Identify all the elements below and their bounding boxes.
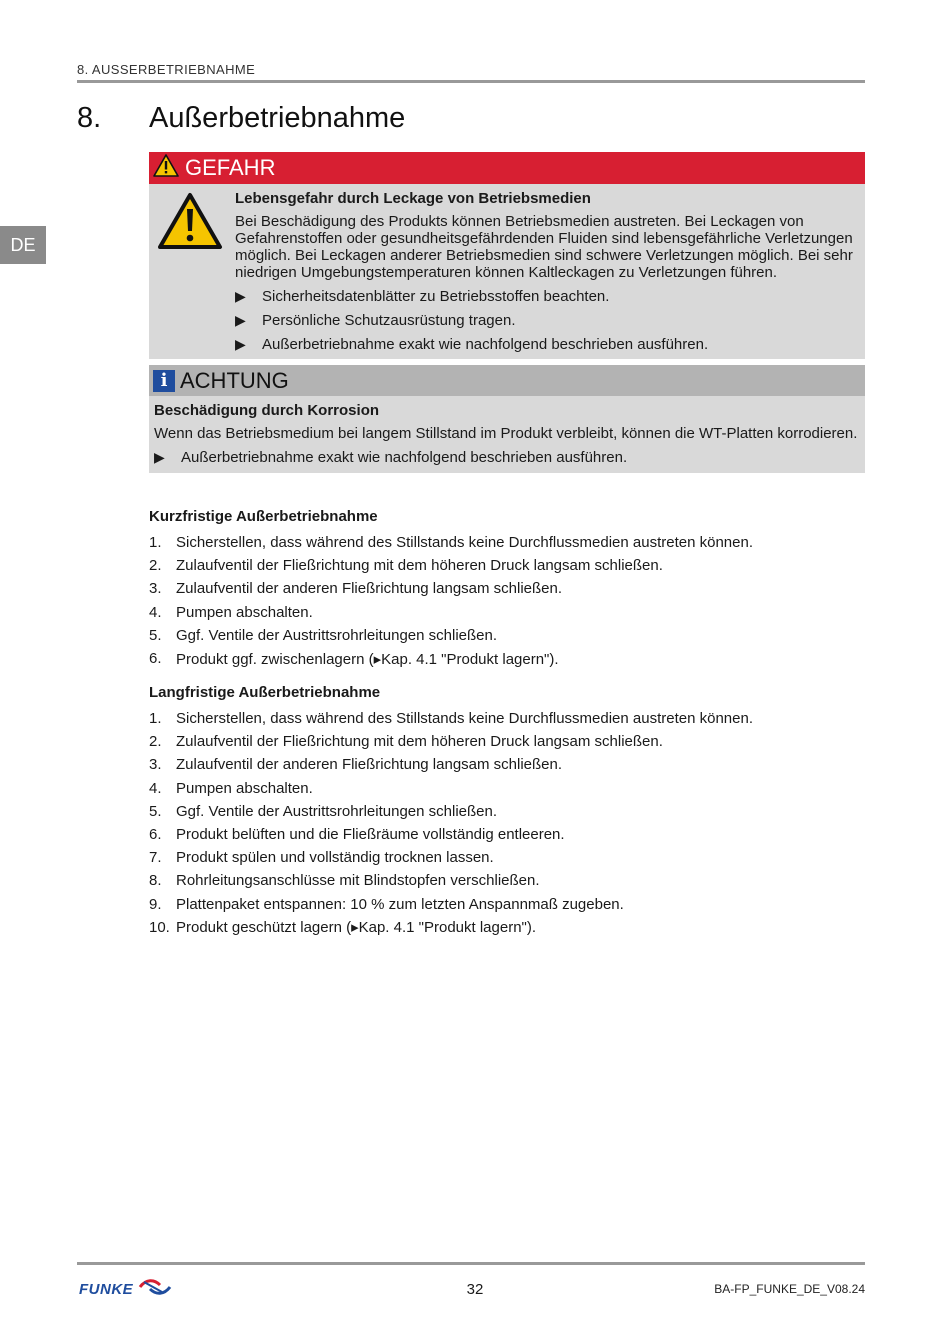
list-item	[149, 846, 865, 869]
step-number: 2.	[149, 733, 162, 751]
logo-text: FUNKE	[79, 1281, 134, 1298]
step-text: Plattenpaket entspannen: 10 % zum letzten Anspannmaß zugeben.	[176, 895, 624, 913]
step-text: Ggf. Ventile der Austrittsrohrleitungen schließen.	[176, 626, 498, 644]
step-number: 10.	[149, 918, 170, 936]
step-number: 1.	[149, 710, 162, 728]
language-tab: DE	[0, 226, 46, 264]
step-text: Produkt spülen und vollständig trocknen lassen.	[176, 849, 494, 867]
step-text: Pumpen abschalten.	[176, 603, 313, 621]
step-text: Produkt ggf. zwischenlagern (▸Kap. 4.1 "Produkt lagern").	[176, 650, 559, 668]
notice-body	[149, 396, 865, 473]
warning-triangle-icon	[153, 154, 179, 182]
step-number: 5.	[149, 626, 162, 644]
bullet-triangle-icon: ▶	[235, 288, 246, 304]
danger-warning-box	[149, 152, 865, 359]
step-text: Zulaufventil der anderen Fließrichtung langsam schließen.	[176, 580, 563, 598]
long-term-procedure	[149, 684, 865, 939]
danger-header	[149, 152, 865, 184]
long-term-steps	[149, 707, 865, 939]
bullet-triangle-icon: ▶	[154, 449, 165, 465]
notice-subtitle: Beschädigung durch Korrosion	[154, 402, 380, 419]
warning-triangle-large-icon	[157, 192, 223, 254]
danger-text: Bei Beschädigung des Produkts können Betriebsmedien austreten. Bei Leckagen von Gefahrenstoffen oder gesundheitsgefährdenden Fluiden sind lebensgefährliche Verletzungen möglich. Bei Leckagen anderer Betriebsmedien sind schwere Verletzungen möglich. Bei sehr niedrigen Umgebungstemperaturen können Kaltleckagen zu Verletzungen führen.	[235, 213, 853, 281]
step-number: 8.	[149, 872, 162, 890]
bullet-triangle-icon: ▶	[235, 312, 246, 328]
step-text: Sicherstellen, dass während des Stillstands keine Durchflussmedien austreten können.	[176, 710, 753, 728]
short-term-procedure	[149, 508, 865, 670]
step-number: 2.	[149, 557, 162, 575]
step-text: Sicherstellen, dass während des Stillstands keine Durchflussmedien austreten können.	[176, 534, 753, 552]
step-text: Pumpen abschalten.	[176, 779, 313, 797]
list-item	[149, 624, 865, 647]
step-number: 6.	[149, 650, 162, 668]
step-text: Rohrleitungsanschlüsse mit Blindstopfen verschließen.	[176, 872, 540, 890]
danger-label: GEFAHR	[185, 155, 276, 180]
list-item	[149, 777, 865, 800]
danger-step	[235, 312, 857, 329]
step-number: 7.	[149, 849, 162, 867]
list-item	[149, 753, 865, 776]
short-term-steps	[149, 531, 865, 670]
danger-step	[235, 288, 857, 305]
danger-step-text: Sicherheitsdatenblätter zu Betriebsstoffen beachten.	[262, 288, 610, 305]
step-number: 1.	[149, 534, 162, 552]
short-term-heading: Kurzfristige Außerbetriebnahme	[149, 508, 378, 525]
step-number: 6.	[149, 826, 162, 844]
bullet-triangle-icon: ▶	[235, 336, 246, 352]
document-id: BA-FP_FUNKE_DE_V08.24	[714, 1282, 865, 1296]
danger-step-text: Persönliche Schutzausrüstung tragen.	[262, 312, 516, 329]
running-header: 8. AUSSERBETRIEBNAHME	[77, 62, 256, 77]
chapter-number: 8.	[77, 102, 102, 134]
step-text: Produkt belüften und die Fließräume vollständig entleeren.	[176, 826, 565, 844]
step-number: 5.	[149, 802, 162, 820]
danger-step	[235, 336, 857, 353]
notice-steps	[154, 449, 860, 466]
footer-rule	[77, 1262, 865, 1265]
chapter-title	[77, 102, 405, 135]
list-item	[149, 554, 865, 577]
step-text: Ggf. Ventile der Austrittsrohrleitungen schließen.	[176, 802, 498, 820]
step-text: Produkt geschützt lagern (▸Kap. 4.1 "Produkt lagern").	[176, 919, 537, 937]
step-text: Zulaufventil der anderen Fließrichtung langsam schließen.	[176, 756, 563, 774]
list-item	[149, 647, 865, 670]
list-item	[149, 869, 865, 892]
danger-subtitle: Lebensgefahr durch Leckage von Betriebsmedien	[235, 190, 591, 207]
step-number: 3.	[149, 580, 162, 598]
step-number: 4.	[149, 779, 162, 797]
chapter-title-text: Außerbetriebnahme	[149, 102, 406, 134]
long-term-heading: Langfristige Außerbetriebnahme	[149, 684, 381, 701]
header-rule	[77, 80, 865, 83]
notice-box	[149, 365, 865, 473]
list-item	[149, 730, 865, 753]
list-item	[149, 916, 865, 939]
notice-header	[149, 365, 865, 396]
step-number: 4.	[149, 603, 162, 621]
step-text: Zulaufventil der Fließrichtung mit dem höheren Druck langsam schließen.	[176, 733, 663, 751]
info-icon: i	[153, 370, 175, 392]
list-item	[149, 577, 865, 600]
step-number: 3.	[149, 756, 162, 774]
notice-step	[154, 449, 860, 466]
step-number: 9.	[149, 895, 162, 913]
list-item	[149, 531, 865, 554]
list-item	[149, 893, 865, 916]
danger-steps	[235, 288, 857, 353]
list-item	[149, 800, 865, 823]
list-item	[149, 823, 865, 846]
danger-body	[149, 184, 865, 359]
page-number: 32	[466, 1281, 484, 1298]
step-text: Zulaufventil der Fließrichtung mit dem höheren Druck langsam schließen.	[176, 557, 663, 575]
notice-text: Wenn das Betriebsmedium bei langem Stillstand im Produkt verbleibt, können die WT-Platten korrodieren.	[154, 425, 858, 442]
list-item	[149, 707, 865, 730]
notice-label: ACHTUNG	[180, 367, 289, 393]
danger-step-text: Außerbetriebnahme exakt wie nachfolgend beschrieben ausführen.	[262, 336, 709, 353]
list-item	[149, 601, 865, 624]
notice-step-text: Außerbetriebnahme exakt wie nachfolgend beschrieben ausführen.	[181, 449, 628, 466]
